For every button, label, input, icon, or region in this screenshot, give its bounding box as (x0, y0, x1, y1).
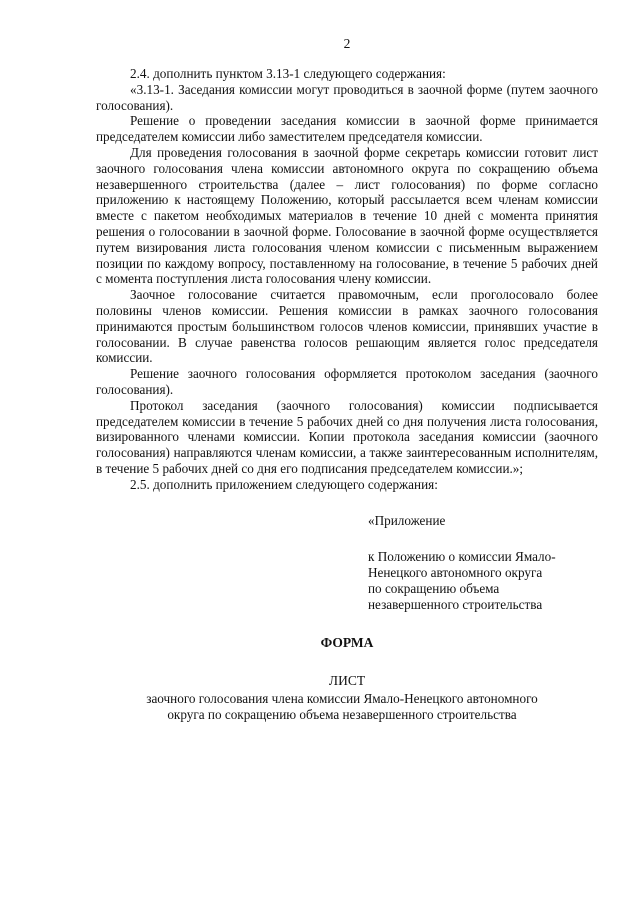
list-subtitle-line: округа по сокращению объема незавершенного строительства (167, 706, 517, 722)
appendix-block (368, 513, 598, 613)
appendix-line: Ненецкого автономного округа (368, 564, 543, 580)
appendix-heading: «Приложение (368, 512, 446, 528)
paragraph-3-13-1: «3.13-1. Заседания комиссии могут проводиться в заочной форме (путем заочного голосования). (96, 81, 598, 113)
list-subtitle (86, 691, 598, 723)
appendix-line: к Положению о комиссии Ямало- (368, 548, 556, 564)
paragraph-2-5: 2.5. дополнить приложением следующего содержания: (130, 476, 438, 492)
paragraph-voting-procedure: Для проведения голосования в заочной форме секретарь комиссии готовит лист заочного голосования члена комиссии автономного округа по сокращению объема незавершенного строительства (далее – лист голосования) по форме согласно приложению к настоящему Положению, который рассылается всем членам комиссии вместе с пакетом необходимых материалов в течение 10 дней с момента принятия решения о голосовании в заочной форме. Голосование в заочной форме осуществляется путем визирования листа голосования членом комиссии с письменным выражением позиции по каждому вопросу, поставленному на голосование, в течение 5 рабочих дней с момента поступления листа голосования члену комиссии. (96, 144, 598, 287)
paragraph-quorum: Заочное голосование считается правомочным, если проголосовало более половины членов комиссии. Решения комиссии в рамках заочного голосования принимаются простым большинством голосов членов комиссии, принявших участие в голосовании. В случае равенства голосов решающим является голос председателя комиссии. (96, 287, 598, 366)
page-number: 2 (343, 36, 351, 51)
paragraph-2-4: 2.4. дополнить пунктом 3.13-1 следующего содержания: (130, 66, 446, 81)
appendix-line: по сокращению объема (368, 580, 500, 596)
list-subtitle-line: заочного голосования члена комиссии Ямало-Ненецкого автономного (146, 690, 538, 706)
appendix-line: незавершенного строительства (368, 596, 543, 612)
paragraph-protocol-signing: Протокол заседания (заочного голосования) комиссии подписывается председателем комиссии в течение 5 рабочих дней со дня получения листа голосования, визированного членами комиссии. Копии протокола заседания комиссии (заочного голосования) направляются членам комиссии, а также заинтересованным исполнителям, в течение 5 рабочих дней со дня его подписания председателем комиссии.»; (96, 397, 598, 476)
paragraph-protocol-form: Решение заочного голосования оформляется протоколом заседания (заочного голосования). (96, 366, 598, 397)
list-title: ЛИСТ (328, 672, 366, 688)
form-label: ФОРМА (320, 634, 374, 650)
paragraph-decision: Решение о проведении заседания комиссии в заочной форме принимается председателем комиссии либо заместителем председателя комиссии. (96, 113, 598, 145)
